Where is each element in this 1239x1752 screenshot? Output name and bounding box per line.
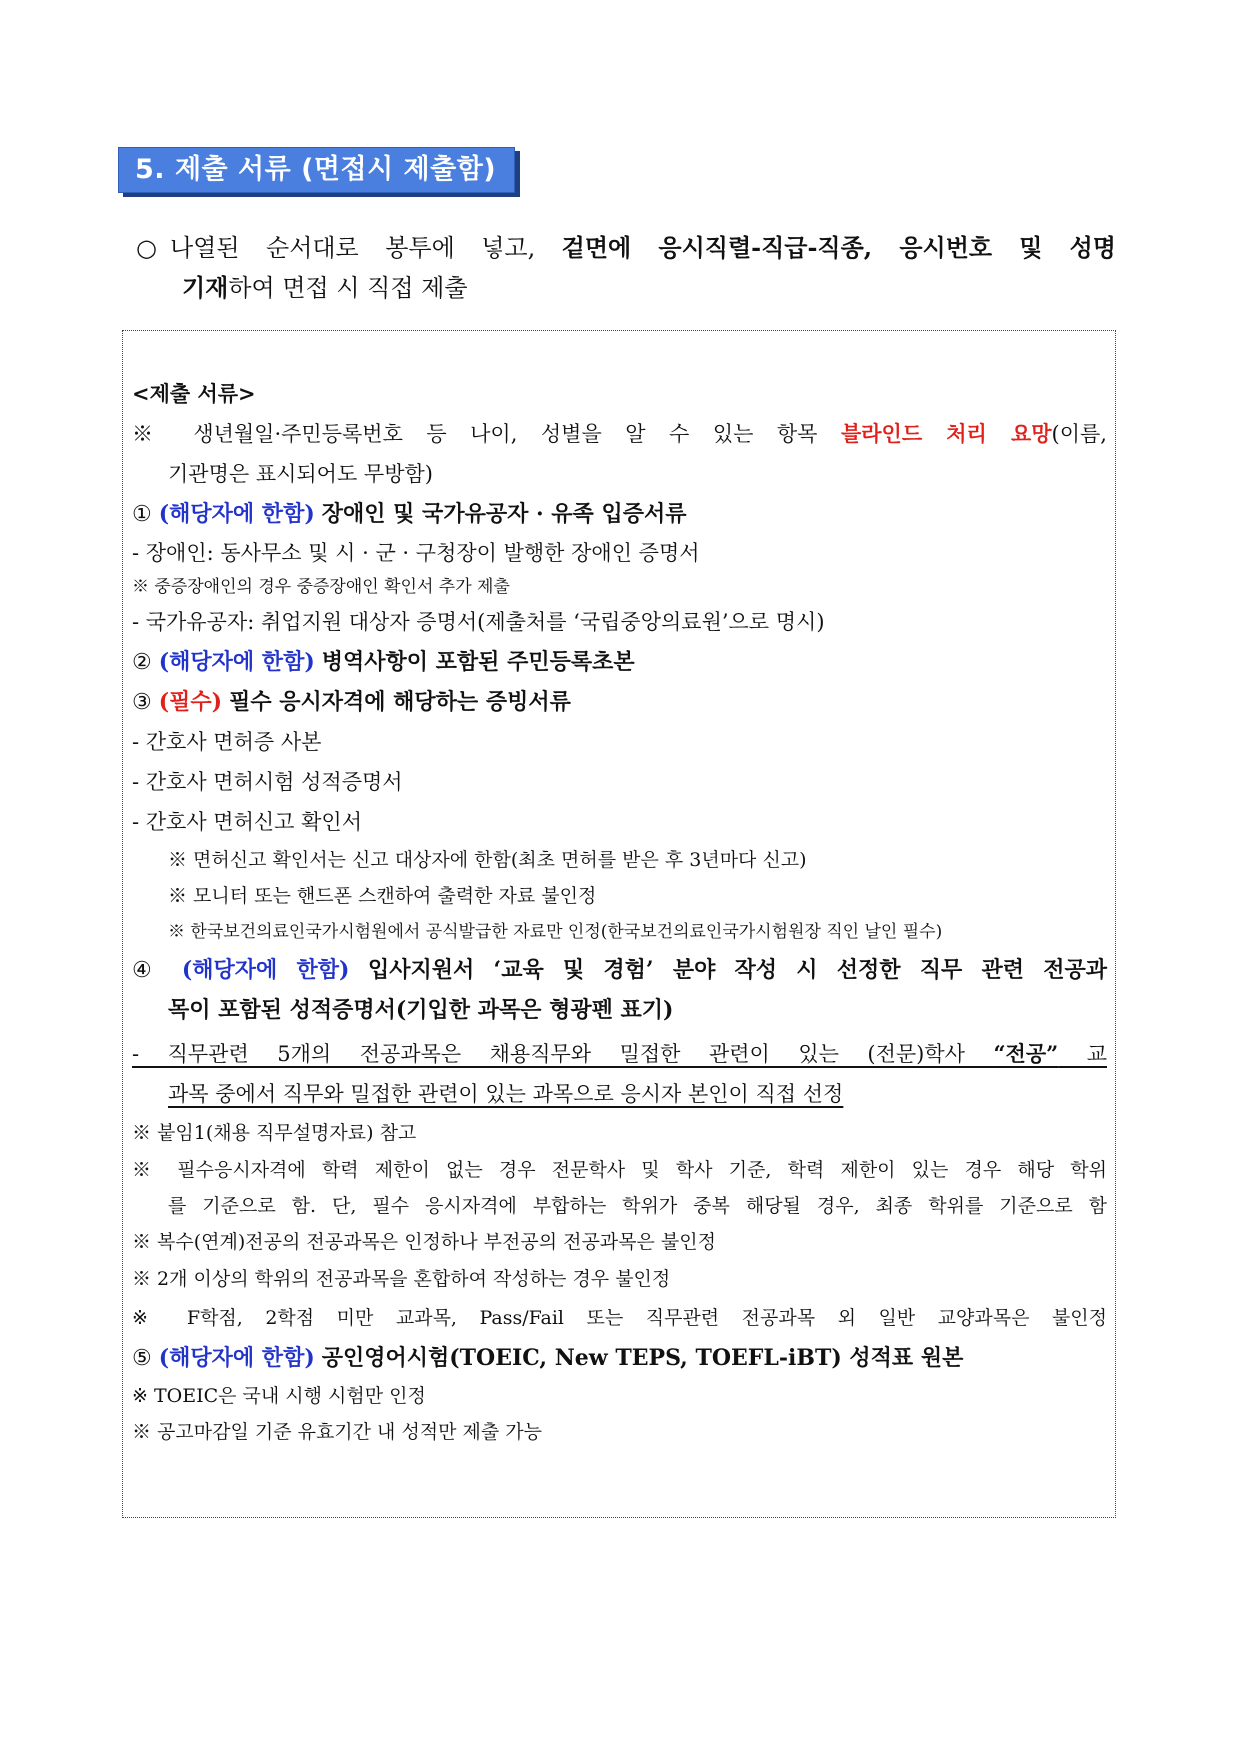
item1-tag: (해당자에 한함)	[158, 501, 315, 527]
item4-num: ④	[132, 958, 164, 983]
section-heading-wrap	[118, 147, 515, 193]
note-blind-post: (이름,	[1051, 422, 1107, 446]
item1-num: ①	[132, 502, 152, 527]
documents-content	[132, 374, 1107, 1450]
item4-tag: (해당자에 한함)	[181, 957, 350, 983]
item3-sub1: - 간호사 면허증 사본	[132, 730, 322, 754]
section-heading: 5. 제출 서류 (면접시 제출함)	[118, 147, 515, 193]
item4-title-l1: 입사지원서 ‘교육 및 경험’ 분야 작성 시 선정한 직무 관련 전공과	[368, 957, 1108, 983]
item5-title: 공인영어시험(TOEIC, New TEPS, TOEFL-iBT) 성적표 원본	[321, 1345, 964, 1371]
item4-sub-l1-bold: “전공”	[993, 1041, 1059, 1066]
item2-title: 병역사항이 포함된 주민등록초본	[321, 649, 635, 675]
item4-sub-line-2	[132, 1074, 1107, 1114]
item3-note1: ※ 면허신고 확인서는 신고 대상자에 한함(최초 면허를 받은 후 3년마다 신고)	[168, 849, 807, 871]
item5-note2: ※ 공고마감일 기준 유효기간 내 성적만 제출 가능	[132, 1421, 543, 1443]
item4-note2-l2: 를 기준으로 함. 단, 필수 응시자격에 부합하는 학위가 중복 해당될 경우, 최종 학위를 기준으로 함	[168, 1195, 1107, 1217]
item4-note3: ※ 복수(연계)전공의 전공과목은 인정하나 부전공의 전공과목은 불인정	[132, 1231, 716, 1253]
intro-text-1: 나열된 순서대로 봉투에 넣고,	[170, 234, 562, 262]
intro-text-2-bold: 기재	[182, 273, 229, 302]
note-blind-red: 블라인드 처리 요망	[840, 421, 1052, 446]
item1-sub1: - 장애인: 동사무소 및 시 · 군 · 구청장이 발행한 장애인 증명서	[132, 541, 700, 565]
item5-header	[132, 1338, 1107, 1378]
item3-num: ③	[132, 690, 152, 715]
intro-text-1-bold: 겉면에 응시직렬-직급-직종, 응시번호 및 성명	[561, 233, 1116, 262]
intro-paragraph	[136, 228, 1126, 308]
item3-title: 필수 응시자격에 해당하는 증빙서류	[229, 689, 571, 715]
item4-note2-l1: ※ 필수응시자격에 학력 제한이 없는 경우 전문학사 및 학사 기준, 학력 제한이 있는 경우 해당 학위	[132, 1159, 1107, 1181]
item4-header-line-1	[132, 950, 1107, 990]
intro-line-1	[136, 228, 1116, 268]
item3-sub2: - 간호사 면허시험 성적증명서	[132, 770, 403, 794]
item3-tag: (필수)	[158, 689, 223, 715]
intro-line-2	[136, 268, 1126, 308]
intro-text-2: 하여 면접 시 직접 제출	[228, 274, 468, 302]
item4-title-l2: 목이 포함된 성적증명서(기입한 과목은 형광펜 표기)	[168, 997, 674, 1023]
item1-title: 장애인 및 국가유공자 · 유족 입증서류	[321, 501, 687, 527]
item4-sub-l2: 과목 중에서 직무와 밀접한 관련이 있는 과목으로 응시자 본인이 직접 선정	[168, 1082, 844, 1106]
item3-note2: ※ 모니터 또는 핸드폰 스캔하여 출력한 자료 불인정	[168, 885, 597, 907]
note-mark: ※	[132, 422, 170, 446]
item4-note4: ※ 2개 이상의 학위의 전공과목을 혼합하여 작성하는 경우 불인정	[132, 1268, 671, 1290]
item4-note1: ※ 붙임1(채용 직무설명자료) 참고	[132, 1122, 417, 1144]
note-blind-line-2: 기관명은 표시되어도 무방함)	[168, 462, 433, 486]
item2-tag: (해당자에 한함)	[158, 649, 315, 675]
item4-sub-l1-pre: - 직무관련 5개의 전공과목은 채용직무와 밀접한 관련이 있는 (전문)학사	[132, 1042, 994, 1066]
note-blind-pre: 생년월일·주민등록번호 등 나이, 성별을 알 수 있는 항목	[193, 422, 841, 446]
item5-note1: ※ TOEIC은 국내 시행 시험만 인정	[132, 1385, 426, 1407]
item4-sub-line-1	[132, 1034, 1107, 1074]
item3-note3: ※ 한국보건의료인국가시험원에서 공식발급한 자료만 인정(한국보건의료인국가시험원장 직인 날인 필수)	[168, 922, 943, 942]
item4-sub-l1-post: 교	[1058, 1042, 1107, 1066]
item3-header	[132, 682, 1107, 722]
item2-header	[132, 642, 1107, 682]
item1-sub2: - 국가유공자: 취업지원 대상자 증명서(제출처를 ‘국립중앙의료원’으로 명시)	[132, 610, 825, 634]
item3-sub3: - 간호사 면허신고 확인서	[132, 810, 362, 834]
item5-num: ⑤	[132, 1346, 152, 1371]
intro-bullet: ○	[136, 234, 157, 262]
item5-tag: (해당자에 한함)	[158, 1345, 315, 1371]
item1-sub1-note: ※ 중증장애인의 경우 중증장애인 확인서 추가 제출	[132, 577, 510, 597]
item2-num: ②	[132, 650, 152, 675]
item4-note5: ※ F학점, 2학점 미만 교과목, Pass/Fail 또는 직무관련 전공과목 외 일반 교양과목은 불인정	[132, 1307, 1107, 1329]
box-title: <제출 서류>	[132, 381, 256, 406]
note-blind-line-1	[132, 414, 1107, 454]
item1-header	[132, 494, 1107, 534]
